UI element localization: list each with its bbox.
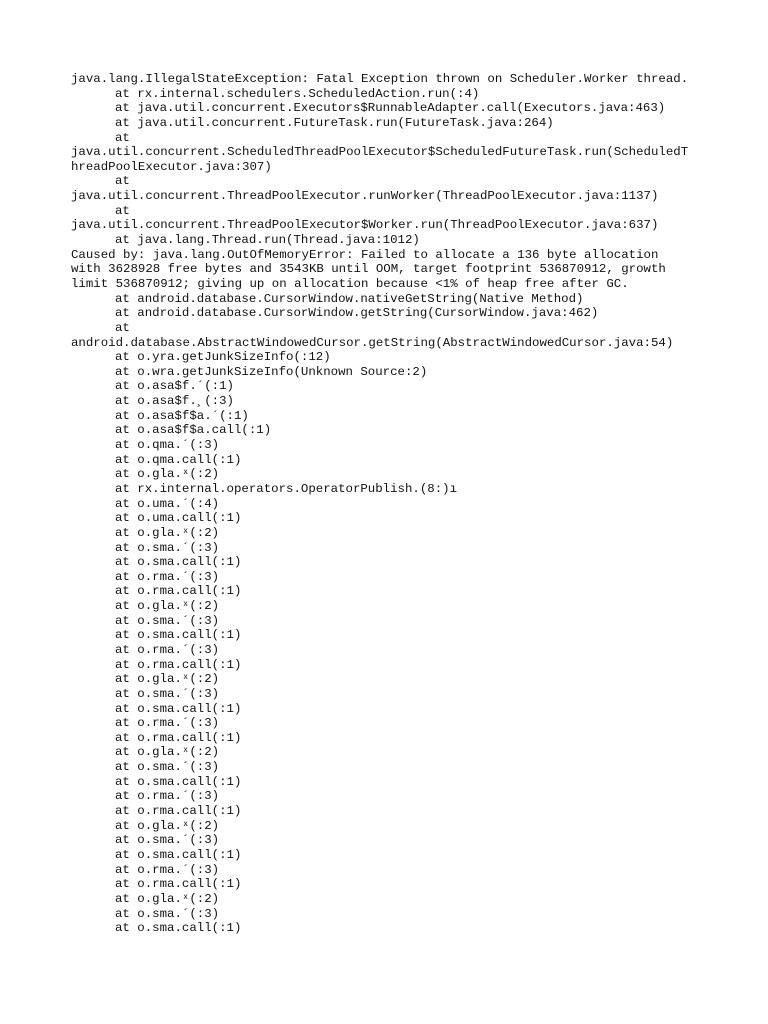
log-line: java.util.concurrent.ThreadPoolExecutor$Worker.run(ThreadPoolExecutor.java:637) <box>71 218 659 233</box>
log-line: at o.gla.ˣ(:2) <box>115 672 220 687</box>
log-line: at o.rma.call(:1) <box>115 657 242 672</box>
log-line: at o.rma.´(:3) <box>115 789 220 804</box>
log-line: at o.rma.´(:3) <box>115 716 220 731</box>
log-line: at rx.internal.operators.OperatorPublish.(8:)ı <box>115 481 458 496</box>
log-line: at o.sma.´(:3) <box>115 613 220 628</box>
log-line: at java.lang.Thread.run(Thread.java:1012) <box>115 233 420 248</box>
log-line: at java.util.concurrent.Executors$RunnableAdapter.call(Executors.java:463) <box>115 101 666 116</box>
log-line: at java.util.concurrent.FutureTask.run(FutureTask.java:264) <box>115 115 554 130</box>
log-line: at o.rma.call(:1) <box>115 804 242 819</box>
log-line: at o.sma.call(:1) <box>115 921 242 936</box>
log-line: hreadPoolExecutor.java:307) <box>71 159 272 174</box>
log-line: at o.gla.ˣ(:2) <box>115 818 220 833</box>
log-line: at o.asa$f$a.´(:1) <box>115 408 249 423</box>
log-line: at rx.internal.schedulers.ScheduledAction.run(:4) <box>115 86 480 101</box>
log-line: at o.wra.getJunkSizeInfo(Unknown Source:2) <box>115 364 428 379</box>
log-line: at android.database.CursorWindow.getString(CursorWindow.java:462) <box>115 306 599 321</box>
log-line: with 3628928 free bytes and 3543KB until OOM, target footprint 536870912, growth <box>71 262 666 277</box>
log-line: at <box>115 130 130 145</box>
stack-trace-text <box>71 72 711 936</box>
log-line: at o.sma.call(:1) <box>115 628 242 643</box>
log-line: at o.qma.call(:1) <box>115 452 242 467</box>
log-line: at <box>115 174 130 189</box>
log-line: limit 536870912; giving up on allocation because <1% of heap free after GC. <box>71 276 629 291</box>
log-line: at o.sma.´(:3) <box>115 833 220 848</box>
log-line: at o.uma.call(:1) <box>115 511 242 526</box>
log-line: at o.sma.´(:3) <box>115 540 220 555</box>
log-line: at o.asa$f$a.call(:1) <box>115 423 272 438</box>
log-line: at o.gla.ˣ(:2) <box>115 467 220 482</box>
log-line: at o.qma.´(:3) <box>115 438 220 453</box>
log-line: android.database.AbstractWindowedCursor.getString(AbstractWindowedCursor.java:54) <box>71 335 674 350</box>
log-line: at o.gla.ˣ(:2) <box>115 525 220 540</box>
log-line: at o.uma.´(:4) <box>115 496 220 511</box>
log-line: at o.sma.´(:3) <box>115 906 220 921</box>
log-line: at o.sma.call(:1) <box>115 555 242 570</box>
log-line: at o.asa$f.´(:1) <box>115 379 234 394</box>
log-line: at o.yra.getJunkSizeInfo(:12) <box>115 350 331 365</box>
log-line: at o.rma.call(:1) <box>115 584 242 599</box>
log-line: at o.rma.´(:3) <box>115 862 220 877</box>
log-line: at <box>115 320 130 335</box>
log-line: at o.sma.call(:1) <box>115 774 242 789</box>
log-line: at o.rma.call(:1) <box>115 877 242 892</box>
log-line: java.lang.IllegalStateException: Fatal Exception thrown on Scheduler.Worker thread. <box>71 72 689 86</box>
log-line: at o.rma.´(:3) <box>115 569 220 584</box>
log-line: at android.database.CursorWindow.nativeGetString(Native Method) <box>115 291 584 306</box>
log-line: at o.rma.call(:1) <box>115 730 242 745</box>
log-line: at o.asa$f.¸(:3) <box>115 394 234 409</box>
log-line: at o.sma.call(:1) <box>115 847 242 862</box>
log-line: java.util.concurrent.ScheduledThreadPoolExecutor$ScheduledFutureTask.run(ScheduledT <box>71 145 689 160</box>
log-line: at o.gla.ˣ(:2) <box>115 891 220 906</box>
log-line: at o.sma.´(:3) <box>115 686 220 701</box>
log-line: at o.gla.ˣ(:2) <box>115 599 220 614</box>
log-line: Caused by: java.lang.OutOfMemoryError: Failed to allocate a 136 byte allocation <box>71 247 659 262</box>
log-line: at <box>115 203 130 218</box>
log-line: java.util.concurrent.ThreadPoolExecutor.runWorker(ThreadPoolExecutor.java:1137) <box>71 189 659 204</box>
log-line: at o.sma.´(:3) <box>115 760 220 775</box>
log-line: at o.rma.´(:3) <box>115 642 220 657</box>
log-line: at o.sma.call(:1) <box>115 701 242 716</box>
log-line: at o.gla.ˣ(:2) <box>115 745 220 760</box>
